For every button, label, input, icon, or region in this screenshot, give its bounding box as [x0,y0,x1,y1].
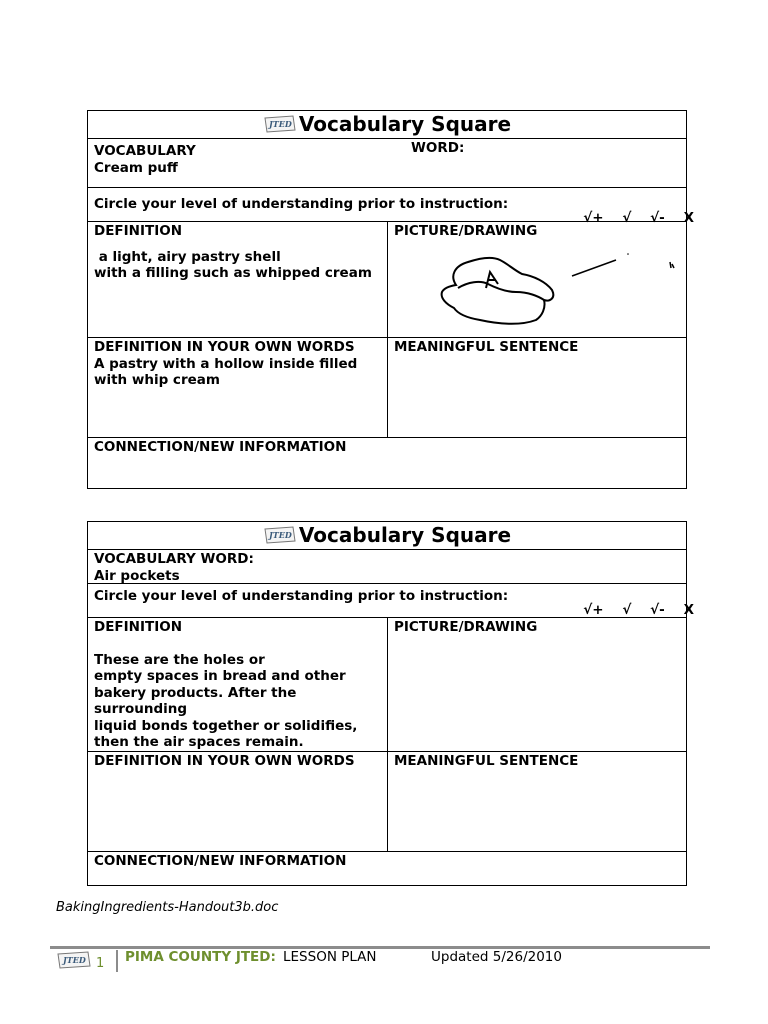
cream-puff-drawing [388,238,688,334]
page-number: 1 [96,956,105,971]
svg-text:JTED: JTED [63,955,86,965]
vocabulary-row [88,550,686,584]
understanding-prompt: Circle your level of understanding prior to instruction: [94,588,509,604]
svg-text:JTED: JTED [268,529,292,540]
picture-label: PICTURE/DRAWING [394,619,538,635]
level-check-minus[interactable]: √- [650,210,665,226]
square-title-row [88,522,686,550]
level-check[interactable]: √ [622,210,632,226]
page-footer [50,948,710,976]
picture-cell [388,222,686,337]
vocabulary-label: VOCABULARY WORD: [94,551,254,567]
own-words-cell [88,338,388,437]
footer-updated: Updated 5/26/2010 [431,949,562,965]
level-check-minus[interactable]: √- [650,602,665,618]
vocabulary-label: VOCABULARY [94,143,196,159]
connection-row [88,438,686,488]
understanding-row [88,584,695,618]
definition-row [88,222,686,338]
definition-label: DEFINITION [94,619,183,635]
jted-logo-icon [56,948,92,974]
connection-row [88,852,686,885]
own-words-row [88,338,686,438]
own-words-text: A pastry with a hollow inside filled with whip cream [94,355,358,388]
vocabulary-word: Cream puff [94,159,178,176]
level-check-plus[interactable]: √+ [583,602,604,618]
footer-org: PIMA COUNTY JTED: [125,949,276,965]
document-filename: BakingIngredients-Handout3b.doc [56,900,279,915]
definition-text: a light, airy pastry shell with a filling such as whipped cream [94,248,372,281]
sentence-label: MEANINGFUL SENTENCE [394,753,579,769]
definition-label: DEFINITION [94,223,183,239]
level-x[interactable]: X [683,210,695,226]
sentence-cell [388,338,686,437]
own-words-label: DEFINITION IN YOUR OWN WORDS [94,339,355,355]
svg-text:JTED: JTED [268,118,292,129]
jted-logo-icon [263,112,297,140]
square-title-row [88,111,686,139]
definition-row [88,618,686,752]
sentence-label: MEANINGFUL SENTENCE [394,339,579,355]
word-label: WORD: [411,140,465,156]
understanding-row [88,188,695,226]
definition-cell [88,618,388,751]
definition-cell [88,222,388,337]
square-title: Vocabulary Square [298,112,512,136]
sentence-cell [388,752,686,851]
connection-label: CONNECTION/NEW INFORMATION [94,853,347,869]
vocabulary-square-2 [87,521,695,886]
footer-plan: LESSON PLAN [283,949,377,965]
own-words-row [88,752,686,852]
jted-logo-icon [263,523,297,551]
connection-label: CONNECTION/NEW INFORMATION [94,439,347,455]
understanding-prompt: Circle your level of understanding prior to instruction: [94,196,509,212]
vocabulary-row [88,139,686,188]
level-check[interactable]: √ [622,602,632,618]
level-check-plus[interactable]: √+ [583,210,604,226]
own-words-cell [88,752,388,851]
footer-divider [116,950,118,972]
definition-text: These are the holes or empty spaces in bread and other bakery products. After the surrounding liquid bonds together or solidifies, then the air spaces remain. [94,651,358,750]
vocabulary-square-1 [87,110,695,489]
picture-cell [388,618,686,751]
vocabulary-word: Air pockets [94,567,180,584]
picture-label: PICTURE/DRAWING [394,223,538,239]
level-x[interactable]: X [683,602,695,618]
own-words-label: DEFINITION IN YOUR OWN WORDS [94,753,355,769]
square-title: Vocabulary Square [298,523,512,547]
